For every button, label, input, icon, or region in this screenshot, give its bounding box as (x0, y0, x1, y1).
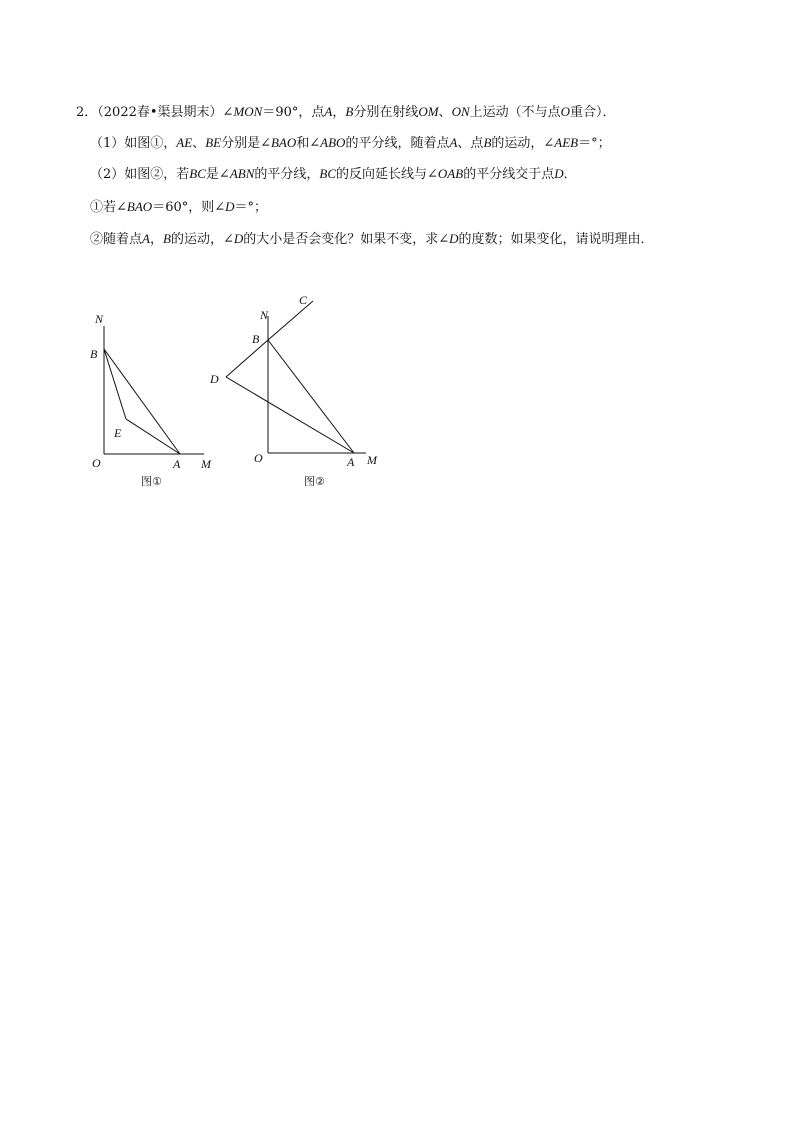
label-a: A (173, 457, 181, 471)
text: °； (247, 200, 268, 215)
figure-2-caption: 图② (304, 475, 325, 488)
stem-text: 重合）． (570, 105, 616, 120)
label-o: O (254, 451, 263, 465)
text: 和∠ (296, 136, 321, 151)
text: °； (591, 136, 611, 151)
text: 的反向延长线与∠ (336, 167, 438, 182)
text: 分别是∠ (221, 136, 271, 151)
text: 的平分线交于点 (463, 167, 555, 182)
text: ＝ (578, 136, 592, 151)
angle-d: D (449, 231, 459, 246)
label-d: D (210, 372, 219, 386)
text: 是∠ (205, 167, 230, 182)
label-c: C (299, 293, 308, 307)
label-o: O (92, 456, 101, 470)
segment-da (226, 377, 354, 453)
text: ＝60°，则∠ (152, 200, 226, 215)
part-1 (90, 134, 611, 153)
stem-text: ， (332, 105, 346, 120)
ray-bc: BC (319, 166, 337, 181)
problem-number: 2． (76, 105, 98, 120)
figure-1 (84, 306, 224, 496)
figure-1-caption: 图① (141, 475, 162, 488)
part-1-prefix: （1）如图①， (90, 136, 177, 151)
ray-on: ON (451, 104, 470, 119)
point-d: D (554, 166, 564, 181)
part-2-prefix: （2）如图②，若 (90, 167, 190, 182)
text: 的平分线，随着点 (345, 136, 450, 151)
text: 的运动，∠ (491, 136, 555, 151)
angle-mon: MON (233, 104, 263, 119)
stem-text: ＝90°，点 (262, 105, 325, 120)
problem-source: （2022春•渠县期末） (97, 105, 223, 120)
angle-oab: OAB (437, 166, 464, 181)
label-b: B (90, 347, 98, 361)
point-a: A (449, 135, 458, 150)
text: 的度数；如果变化，请说明理由． (458, 232, 654, 247)
sub-2-prefix: ②随着点 (90, 232, 143, 247)
stem-text: 分别在射线 (353, 105, 419, 120)
problem-stem (76, 103, 616, 122)
ray-om: OM (418, 104, 439, 119)
sub-question-1 (90, 198, 267, 217)
angle-abo: ABO (320, 135, 346, 150)
text: 的平分线， (254, 167, 320, 182)
text: 的大小是否会变化？如果不变，求∠ (243, 232, 450, 247)
label-n: N (95, 312, 104, 326)
point-b: B (345, 104, 354, 119)
stem-text: 上运动（不与点 (469, 105, 561, 120)
angle-bao: BAO (126, 199, 153, 214)
point-a: A (324, 104, 333, 119)
point-a: A (142, 231, 150, 246)
part-2 (90, 165, 577, 184)
angle-d: D (233, 231, 244, 246)
text: 、 (192, 136, 206, 151)
sub-1-prefix: ①若∠ (90, 200, 127, 215)
segment-ba (268, 340, 354, 453)
angle-bao: BAO (270, 135, 297, 150)
label-n: N (260, 308, 269, 322)
segment-be (104, 349, 126, 419)
angle-symbol: ∠ (222, 105, 234, 120)
label-m: M (201, 457, 211, 471)
angle-aeb: AEB (554, 135, 579, 150)
angle-d: D (225, 199, 235, 214)
point-b: B (483, 135, 492, 150)
sub-question-2 (90, 230, 654, 249)
point-o: O (560, 104, 571, 119)
label-e: E (114, 426, 122, 440)
segment-bd (226, 340, 268, 377)
figure-2 (204, 290, 394, 500)
stem-text: 、 (438, 105, 452, 120)
angle-abn: ABN (229, 166, 255, 181)
text: 、点 (457, 136, 484, 151)
segment-ea (126, 419, 180, 454)
text: ， (149, 232, 163, 247)
segment-be: BE (205, 135, 222, 150)
label-m: M (367, 453, 377, 467)
segment-ae: AE (176, 135, 193, 150)
text: ＝ (234, 200, 248, 215)
label-a: A (347, 455, 355, 469)
text: ． (563, 167, 577, 182)
text: 的运动，∠ (170, 232, 234, 247)
ray-bc: BC (189, 166, 206, 181)
label-b: B (252, 332, 260, 346)
point-b: B (162, 231, 171, 246)
